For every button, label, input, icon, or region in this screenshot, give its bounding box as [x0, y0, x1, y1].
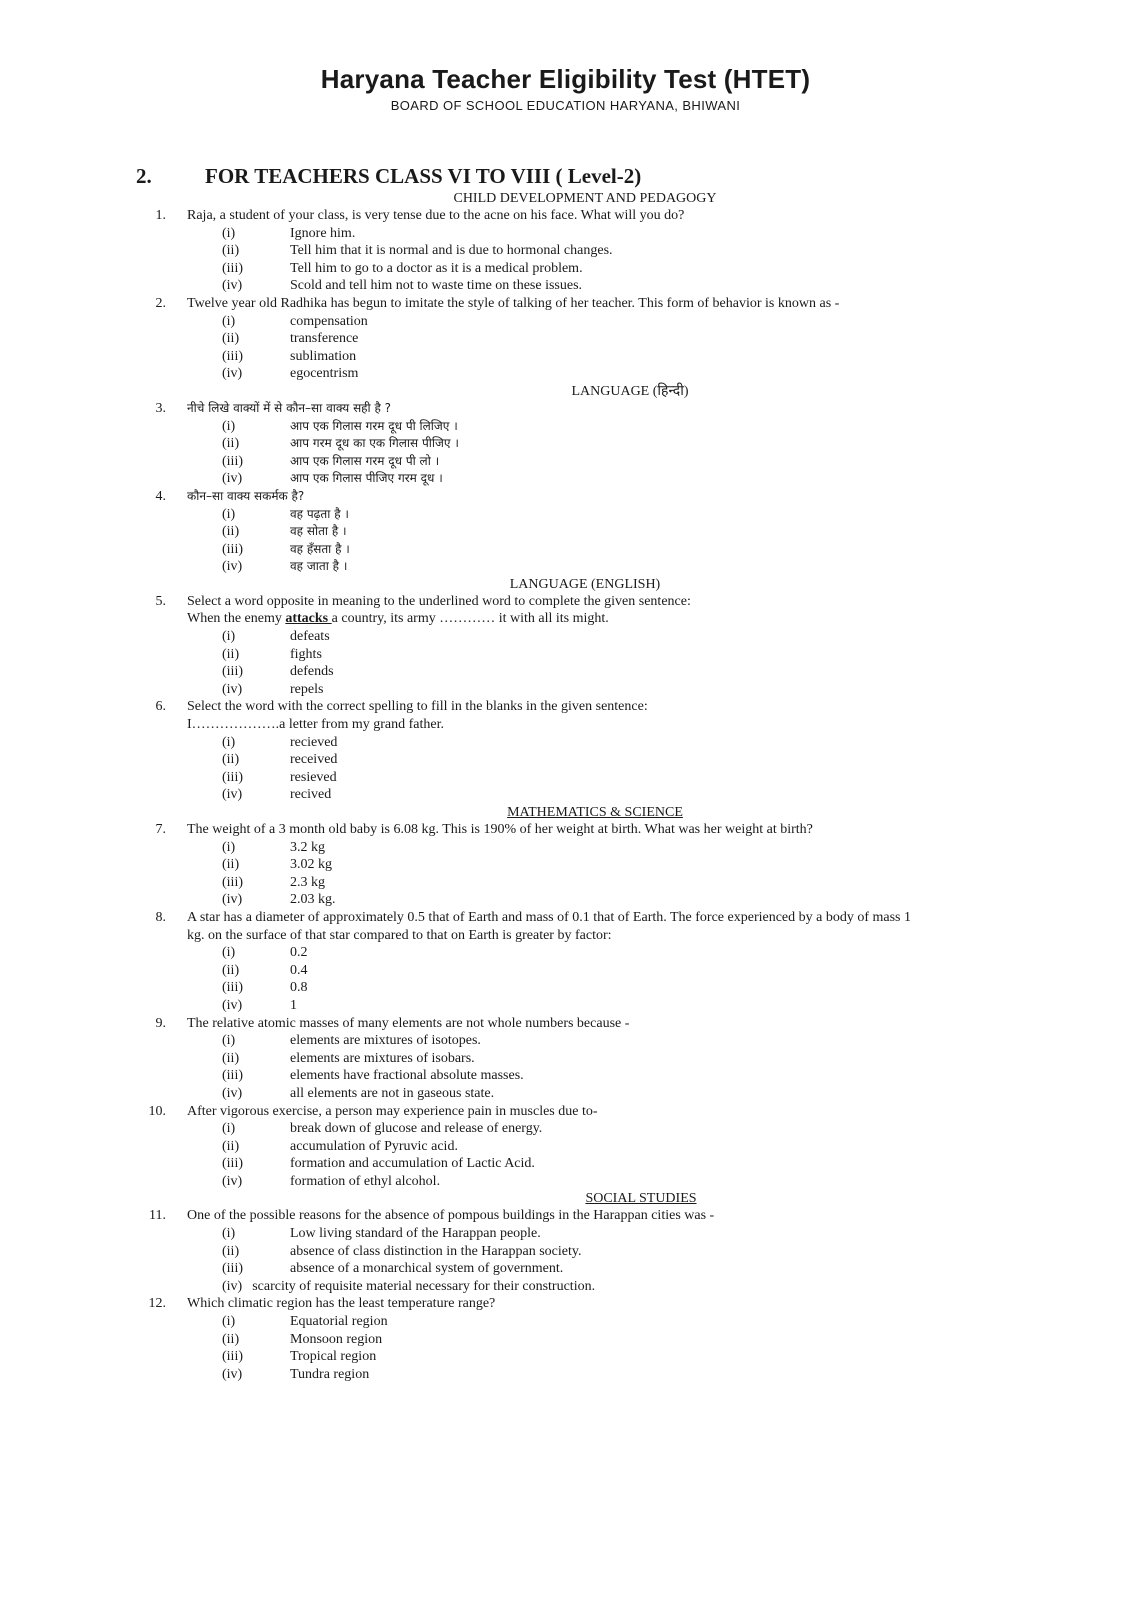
question-number: 5. [155, 593, 166, 609]
option-row [0, 506, 1131, 524]
option-label: (ii) [222, 436, 240, 452]
question-line [0, 207, 1131, 225]
option-row [0, 1050, 1131, 1068]
question-item [0, 821, 1131, 909]
option-row [0, 1278, 1131, 1296]
subject-heading-text: MATHEMATICS & SCIENCE [507, 805, 683, 820]
subject-heading-text: CHILD DEVELOPMENT AND PEDAGOGY [453, 191, 717, 206]
option-text: defends [290, 664, 334, 680]
sentence-text [187, 610, 609, 628]
option-label: (ii) [222, 962, 240, 978]
option-row [0, 1120, 1131, 1138]
option-row [0, 470, 1131, 488]
option-label: (ii) [222, 524, 240, 540]
option-row [0, 944, 1131, 962]
question-text: The weight of a 3 month old baby is 6.08 kg. This is 190% of her weight at birth. What was her weight at birth? [187, 822, 813, 837]
option-row [0, 856, 1131, 874]
option-text: 1 [290, 997, 297, 1013]
subject-heading-text: SOCIAL STUDIES [585, 1191, 697, 1207]
option-label: (ii) [222, 1050, 240, 1066]
option-label: (iv) [222, 278, 243, 294]
option-label: (iii) [222, 1156, 243, 1172]
option-row [0, 1243, 1131, 1261]
option-label: (iii) [222, 1068, 243, 1084]
option-row [0, 541, 1131, 559]
option-row [0, 225, 1131, 243]
option-row [0, 523, 1131, 541]
option-label: (iv) [222, 892, 243, 908]
question-number: 7. [155, 822, 166, 837]
question-text: कौन–सा वाक्य सकर्मक है? [187, 488, 305, 503]
question-text: kg. on the surface of that star compared to that on Earth is greater by factor: [187, 927, 612, 943]
option-inline [222, 1278, 595, 1296]
question-text: I……………….a letter from my grand father. [187, 717, 444, 733]
option-row [0, 453, 1131, 471]
option-label: (iv) [222, 1278, 243, 1294]
option-row [0, 1366, 1131, 1384]
option-text: elements are mixtures of isobars. [290, 1050, 475, 1066]
option-label: (i) [222, 1121, 236, 1137]
question-line [0, 821, 1131, 839]
question-text: नीचे लिखे वाक्यों में से कौन–सा वाक्य सही है ? [187, 400, 392, 415]
question-text: Select a word opposite in meaning to the underlined word to complete the given sentence: [187, 593, 691, 609]
option-text: 3.02 kg [290, 857, 332, 873]
option-row [0, 1085, 1131, 1103]
option-label: (ii) [222, 331, 240, 347]
question-number: 4. [155, 488, 166, 504]
option-label: (ii) [222, 1243, 240, 1259]
question-number: 3. [155, 400, 166, 416]
question-item [0, 1207, 1131, 1295]
option-text: Equatorial region [290, 1314, 388, 1330]
option-row [0, 1155, 1131, 1173]
option-text: break down of glucose and release of energy. [290, 1121, 543, 1137]
subject-heading [0, 576, 1131, 593]
option-label: (iv) [222, 997, 243, 1013]
option-row [0, 979, 1131, 997]
question-sentence [0, 610, 1131, 628]
option-text: accumulation of Pyruvic acid. [290, 1138, 458, 1154]
option-text: Tell him to go to a doctor as it is a medical problem. [290, 260, 583, 276]
question-line [0, 295, 1131, 313]
question-item [0, 698, 1131, 804]
option-row [0, 1032, 1131, 1050]
underlined-word: attacks [285, 611, 332, 627]
option-text: Ignore him. [290, 225, 356, 241]
option-text: वह पढ़ता है । [290, 506, 349, 521]
option-label: (i) [222, 313, 236, 329]
option-row [0, 260, 1131, 278]
option-text: वह हँसता है । [290, 541, 350, 556]
question-text: Twelve year old Radhika has begun to imitate the style of talking of her teacher. This form of behavior is known as - [187, 295, 840, 311]
option-label: (ii) [222, 752, 240, 768]
option-text: 3.2 kg [290, 839, 325, 855]
option-label: (iii) [222, 260, 243, 276]
question-line [0, 400, 1131, 418]
question-line [0, 1295, 1131, 1313]
question-number: 1. [155, 208, 166, 223]
subject-heading [0, 383, 1131, 400]
question-line [0, 909, 1131, 927]
option-text: recieved [290, 734, 338, 750]
question-item [0, 593, 1131, 699]
option-row [0, 962, 1131, 980]
option-text: आप एक गिलास पीजिए गरम दूध । [290, 471, 443, 486]
question-number: 6. [155, 699, 166, 715]
question-list [0, 190, 1131, 1383]
option-row [0, 277, 1131, 295]
option-row [0, 681, 1131, 699]
option-label: (i) [222, 1314, 236, 1330]
option-text: 2.3 kg [290, 874, 325, 890]
option-label: (i) [222, 945, 236, 961]
sentence-after: a country, its army ………… it with all its might. [331, 611, 609, 627]
question-item [0, 488, 1131, 576]
option-label: (i) [222, 418, 236, 434]
option-label: (iii) [222, 1261, 243, 1277]
option-label: (i) [222, 629, 236, 645]
option-row [0, 751, 1131, 769]
option-label: (iv) [222, 1366, 243, 1382]
option-text: fights [290, 646, 322, 662]
option-text: sublimation [290, 348, 357, 364]
question-text: Select the word with the correct spelling to fill in the blanks in the given sentence: [187, 699, 648, 715]
option-label: (ii) [222, 243, 240, 259]
option-label: (ii) [222, 646, 240, 662]
question-number: 9. [155, 1015, 166, 1031]
option-row [0, 997, 1131, 1015]
option-row [0, 558, 1131, 576]
question-text: One of the possible reasons for the absence of pompous buildings in the Harappan cities was - [187, 1208, 715, 1224]
option-text: Tundra region [290, 1366, 370, 1382]
option-label: (i) [222, 1033, 236, 1049]
option-text: formation of ethyl alcohol. [290, 1173, 441, 1189]
option-label: (iv) [222, 1173, 243, 1189]
question-number: 10. [148, 1103, 166, 1119]
question-line [0, 1103, 1131, 1121]
option-text: transference [290, 331, 359, 347]
option-text: वह सोता है । [290, 524, 347, 539]
option-row [0, 1348, 1131, 1366]
option-row [0, 874, 1131, 892]
option-label: (iv) [222, 787, 243, 803]
question-number: 2. [155, 295, 166, 311]
option-label: (iv) [222, 366, 243, 382]
question-item [0, 207, 1131, 295]
subject-heading-text: LANGUAGE (ENGLISH) [509, 576, 661, 592]
subject-heading [0, 190, 1131, 207]
sentence-before: When the enemy [187, 611, 286, 627]
option-text: 2.03 kg. [290, 892, 336, 908]
option-text: 0.2 [290, 945, 308, 961]
option-row [0, 313, 1131, 331]
option-row [0, 891, 1131, 909]
question-text: A star has a diameter of approximately 0.5 that of Earth and mass of 0.1 that of Earth. The force experienced by a body of mass 1 [187, 909, 912, 925]
option-label: (ii) [222, 1331, 240, 1347]
option-label: (i) [222, 225, 236, 241]
document-subtitle: BOARD OF SCHOOL EDUCATION HARYANA, BHIWANI [390, 98, 741, 113]
question-text: The relative atomic masses of many elements are not whole numbers because - [187, 1015, 630, 1031]
question-text: After vigorous exercise, a person may experience pain in muscles due to- [187, 1103, 598, 1119]
option-label: (iii) [222, 980, 243, 996]
option-label: (iii) [222, 874, 243, 890]
option-row [0, 769, 1131, 787]
question-line [0, 698, 1131, 716]
option-text: resieved [290, 769, 337, 785]
question-item [0, 1295, 1131, 1383]
question-item [0, 1015, 1131, 1103]
question-text: Which climatic region has the least temperature range? [187, 1296, 496, 1312]
option-text: आप एक गिलास गरम दूध पी लो । [290, 453, 440, 468]
question-line [0, 593, 1131, 611]
option-label: (iii) [222, 664, 243, 680]
question-item [0, 400, 1131, 488]
option-label: (i) [222, 1226, 236, 1242]
option-row [0, 242, 1131, 260]
subject-heading-text: LANGUAGE (हिन्दी) [571, 383, 689, 399]
option-label: (i) [222, 734, 236, 750]
option-label: (iv) [222, 681, 243, 697]
option-text: all elements are not in gaseous state. [290, 1085, 495, 1101]
option-row [0, 839, 1131, 857]
section-title: FOR TEACHERS CLASS VI TO VIII ( Level-2) [205, 164, 642, 188]
question-line [0, 1015, 1131, 1033]
option-text: Tell him that it is normal and is due to hormonal changes. [290, 243, 613, 259]
option-row [0, 1138, 1131, 1156]
question-item [0, 295, 1131, 383]
option-text: recived [290, 787, 332, 803]
option-text: scarcity of requisite material necessary for their construction. [252, 1278, 596, 1294]
option-text: Monsoon region [290, 1331, 383, 1347]
option-row [0, 646, 1131, 664]
option-row [0, 348, 1131, 366]
option-label: (iv) [222, 559, 243, 575]
option-label: (iv) [222, 471, 243, 487]
option-row [0, 1313, 1131, 1331]
option-text: elements are mixtures of isotopes. [290, 1033, 481, 1049]
option-text: 0.8 [290, 980, 308, 996]
option-text: formation and accumulation of Lactic Acid. [290, 1156, 535, 1172]
document-title: Haryana Teacher Eligibility Test (HTET) [320, 64, 811, 94]
option-row [0, 628, 1131, 646]
option-text: Scold and tell him not to waste time on these issues. [290, 278, 583, 294]
option-row [0, 1173, 1131, 1191]
option-label: (iii) [222, 453, 243, 469]
question-item [0, 1103, 1131, 1191]
question-line [0, 1207, 1131, 1225]
option-label: (iv) [222, 1085, 243, 1101]
option-row [0, 1331, 1131, 1349]
option-row [0, 1260, 1131, 1278]
option-text: absence of class distinction in the Harappan society. [290, 1243, 582, 1259]
question-number: 12. [148, 1296, 166, 1312]
question-line [0, 488, 1131, 506]
question-number: 11. [149, 1208, 166, 1224]
option-text: आप गरम दूध का एक गिलास पीजिए । [290, 436, 459, 451]
option-label: (i) [222, 839, 236, 855]
option-row [0, 786, 1131, 804]
option-text: egocentrism [290, 366, 359, 382]
option-label: (iii) [222, 541, 243, 557]
option-label: (iii) [222, 769, 243, 785]
option-text: elements have fractional absolute masses. [290, 1068, 524, 1084]
option-label: (i) [222, 506, 236, 522]
option-text: compensation [290, 313, 368, 329]
option-label: (iii) [222, 1349, 243, 1365]
option-text: वह जाता है । [290, 559, 348, 574]
option-text: repels [290, 681, 324, 697]
question-line [0, 927, 1131, 945]
option-text: received [290, 752, 338, 768]
option-text: absence of a monarchical system of government. [290, 1261, 564, 1277]
subject-heading [0, 804, 1131, 821]
question-number: 8. [155, 909, 166, 925]
option-row [0, 418, 1131, 436]
option-text: 0.4 [290, 962, 308, 978]
question-item [0, 909, 1131, 1015]
option-row [0, 365, 1131, 383]
option-row [0, 330, 1131, 348]
option-label: (ii) [222, 857, 240, 873]
option-label: (ii) [222, 1138, 240, 1154]
subject-heading [0, 1190, 1131, 1207]
option-text: Low living standard of the Harappan people. [290, 1226, 541, 1242]
option-row [0, 435, 1131, 453]
section-number: 2. [136, 164, 152, 188]
option-row [0, 663, 1131, 681]
option-row [0, 734, 1131, 752]
question-text: Raja, a student of your class, is very tense due to the acne on his face. What will you do? [187, 208, 685, 223]
question-line [0, 716, 1131, 734]
option-text: Tropical region [290, 1349, 377, 1365]
option-row [0, 1067, 1131, 1085]
option-text: आप एक गिलास गरम दूध पी लिजिए । [290, 418, 458, 433]
option-text: defeats [290, 629, 330, 645]
option-label: (iii) [222, 348, 243, 364]
option-row [0, 1225, 1131, 1243]
